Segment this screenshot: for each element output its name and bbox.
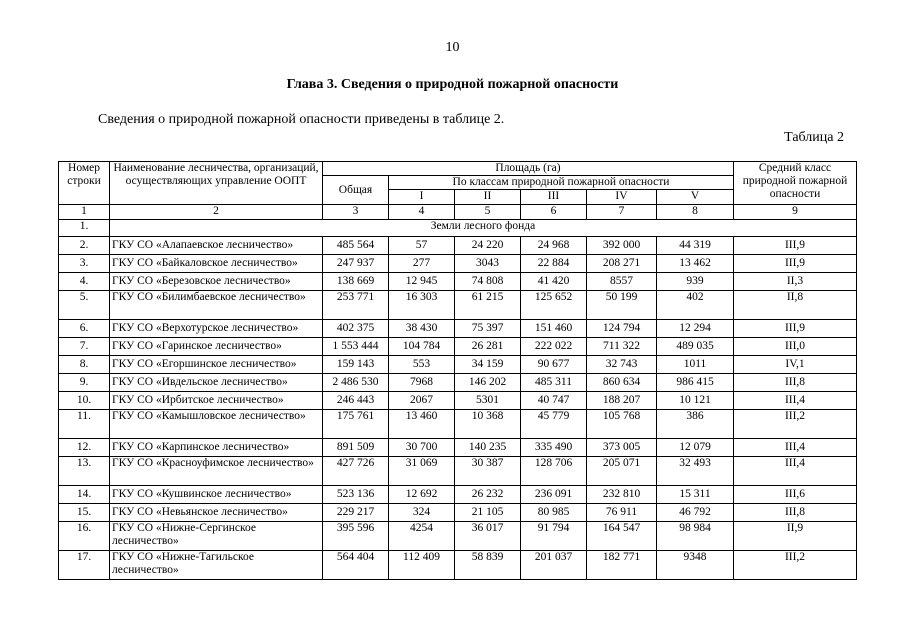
area-class-5: 46 792 — [657, 504, 734, 522]
area-class-3: 45 779 — [521, 410, 587, 439]
area-class-4: 205 071 — [587, 457, 657, 486]
table-header — [59, 162, 857, 205]
area-total: 427 726 — [323, 457, 389, 486]
table-row — [59, 237, 857, 255]
table-row — [59, 457, 857, 486]
column-number: 5 — [455, 205, 521, 220]
area-total: 246 443 — [323, 392, 389, 410]
row-number: 12. — [59, 439, 110, 457]
area-class-2: 34 159 — [455, 356, 521, 374]
avg-class: III,6 — [734, 486, 857, 504]
fire-danger-table — [58, 161, 857, 580]
area-class-3: 40 747 — [521, 392, 587, 410]
area-class-3: 201 037 — [521, 551, 587, 580]
area-class-1: 2067 — [389, 392, 455, 410]
area-total: 891 509 — [323, 439, 389, 457]
table-row — [59, 291, 857, 320]
area-class-5: 10 121 — [657, 392, 734, 410]
column-number: 2 — [110, 205, 323, 220]
area-class-5: 986 415 — [657, 374, 734, 392]
avg-class: II,3 — [734, 273, 857, 291]
area-total: 175 761 — [323, 410, 389, 439]
area-class-1: 112 409 — [389, 551, 455, 580]
table-caption: Таблица 2 — [784, 130, 844, 145]
row-number: 15. — [59, 504, 110, 522]
avg-class: II,9 — [734, 522, 857, 551]
area-class-4: 182 771 — [587, 551, 657, 580]
table-row — [59, 255, 857, 273]
area-class-2: 61 215 — [455, 291, 521, 320]
row-number: 6. — [59, 320, 110, 338]
row-number: 11. — [59, 410, 110, 439]
area-total: 1 553 444 — [323, 338, 389, 356]
area-class-5: 489 035 — [657, 338, 734, 356]
area-class-5: 1011 — [657, 356, 734, 374]
column-number: 4 — [389, 205, 455, 220]
area-class-3: 125 652 — [521, 291, 587, 320]
avg-class: III,0 — [734, 338, 857, 356]
forestry-name: ГКУ СО «Карпинское лесничество» — [110, 439, 323, 457]
table-row — [59, 410, 857, 439]
area-class-2: 24 220 — [455, 237, 521, 255]
area-class-3: 128 706 — [521, 457, 587, 486]
area-class-1: 12 692 — [389, 486, 455, 504]
area-class-2: 3043 — [455, 255, 521, 273]
area-total: 247 937 — [323, 255, 389, 273]
area-class-4: 124 794 — [587, 320, 657, 338]
forestry-name: ГКУ СО «Байкаловское лесничество» — [110, 255, 323, 273]
area-class-1: 16 303 — [389, 291, 455, 320]
forestry-name: ГКУ СО «Нижне-Тагильское лесничество» — [110, 551, 323, 580]
area-class-3: 24 968 — [521, 237, 587, 255]
header-area: Площадь (га) — [323, 162, 734, 176]
area-class-1: 104 784 — [389, 338, 455, 356]
area-total: 159 143 — [323, 356, 389, 374]
area-class-1: 57 — [389, 237, 455, 255]
table-row — [59, 392, 857, 410]
area-total: 253 771 — [323, 291, 389, 320]
forestry-name: ГКУ СО «Кушвинское лесничество» — [110, 486, 323, 504]
area-class-5: 939 — [657, 273, 734, 291]
area-class-1: 31 069 — [389, 457, 455, 486]
row-number: 3. — [59, 255, 110, 273]
avg-class: IV,1 — [734, 356, 857, 374]
area-class-4: 392 000 — [587, 237, 657, 255]
area-total: 564 404 — [323, 551, 389, 580]
forestry-name: ГКУ СО «Егоршинское лесничество» — [110, 356, 323, 374]
area-class-4: 208 271 — [587, 255, 657, 273]
area-class-3: 80 985 — [521, 504, 587, 522]
row-number: 13. — [59, 457, 110, 486]
area-total: 229 217 — [323, 504, 389, 522]
column-number: 7 — [587, 205, 657, 220]
area-class-1: 277 — [389, 255, 455, 273]
row-number: 10. — [59, 392, 110, 410]
area-class-4: 373 005 — [587, 439, 657, 457]
area-class-2: 36 017 — [455, 522, 521, 551]
avg-class: III,9 — [734, 255, 857, 273]
area-class-2: 140 235 — [455, 439, 521, 457]
column-number: 9 — [734, 205, 857, 220]
header-row-number: Номер строки — [59, 162, 110, 205]
area-class-2: 74 808 — [455, 273, 521, 291]
avg-class: III,2 — [734, 551, 857, 580]
table-row — [59, 551, 857, 580]
area-total: 523 136 — [323, 486, 389, 504]
area-class-2: 146 202 — [455, 374, 521, 392]
row-number: 7. — [59, 338, 110, 356]
area-class-5: 13 462 — [657, 255, 734, 273]
avg-class: III,8 — [734, 504, 857, 522]
area-class-3: 91 794 — [521, 522, 587, 551]
area-class-3: 151 460 — [521, 320, 587, 338]
avg-class: III,2 — [734, 410, 857, 439]
area-class-2: 58 839 — [455, 551, 521, 580]
area-class-5: 402 — [657, 291, 734, 320]
table-row — [59, 374, 857, 392]
area-class-1: 4254 — [389, 522, 455, 551]
area-total: 485 564 — [323, 237, 389, 255]
page-number: 10 — [445, 40, 460, 55]
area-class-4: 711 322 — [587, 338, 657, 356]
chapter-title: Глава 3. Сведения о природной пожарной опасности — [286, 77, 619, 92]
area-class-2: 10 368 — [455, 410, 521, 439]
forestry-name: ГКУ СО «Верхотурское лесничество» — [110, 320, 323, 338]
table-row — [59, 486, 857, 504]
area-class-3: 236 091 — [521, 486, 587, 504]
area-class-2: 26 281 — [455, 338, 521, 356]
forestry-name: ГКУ СО «Березовское лесничество» — [110, 273, 323, 291]
area-class-3: 335 490 — [521, 439, 587, 457]
avg-class: III,9 — [734, 320, 857, 338]
column-number: 1 — [59, 205, 110, 220]
area-class-3: 90 677 — [521, 356, 587, 374]
area-total: 138 669 — [323, 273, 389, 291]
avg-class: II,8 — [734, 291, 857, 320]
row-number: 17. — [59, 551, 110, 580]
area-class-5: 44 319 — [657, 237, 734, 255]
row-number: 9. — [59, 374, 110, 392]
intro-paragraph: Сведения о природной пожарной опасности приведены в таблице 2. — [98, 112, 505, 127]
area-class-4: 76 911 — [587, 504, 657, 522]
area-class-2: 75 397 — [455, 320, 521, 338]
area-class-5: 12 294 — [657, 320, 734, 338]
table-row — [59, 320, 857, 338]
area-class-4: 8557 — [587, 273, 657, 291]
area-class-4: 105 768 — [587, 410, 657, 439]
table-row — [59, 338, 857, 356]
avg-class: III,4 — [734, 392, 857, 410]
avg-class: III,4 — [734, 457, 857, 486]
row-number: 16. — [59, 522, 110, 551]
area-class-1: 13 460 — [389, 410, 455, 439]
area-class-2: 21 105 — [455, 504, 521, 522]
area-class-5: 12 079 — [657, 439, 734, 457]
forestry-name: ГКУ СО «Гаринское лесничество» — [110, 338, 323, 356]
forestry-name: ГКУ СО «Камышловское лесничество» — [110, 410, 323, 439]
area-class-3: 485 311 — [521, 374, 587, 392]
area-class-4: 188 207 — [587, 392, 657, 410]
area-class-4: 232 810 — [587, 486, 657, 504]
area-class-3: 222 022 — [521, 338, 587, 356]
area-class-1: 7968 — [389, 374, 455, 392]
area-class-5: 32 493 — [657, 457, 734, 486]
forestry-name: ГКУ СО «Ивдельское лесничество» — [110, 374, 323, 392]
forestry-name: ГКУ СО «Алапаевское лесничество» — [110, 237, 323, 255]
row-number: 2. — [59, 237, 110, 255]
header-class-2: II — [455, 190, 521, 205]
area-class-5: 9348 — [657, 551, 734, 580]
row-number: 5. — [59, 291, 110, 320]
section-number: 1. — [59, 220, 110, 237]
forestry-name: ГКУ СО «Невьянское лесничество» — [110, 504, 323, 522]
row-number: 4. — [59, 273, 110, 291]
avg-class: III,8 — [734, 374, 857, 392]
area-total: 402 375 — [323, 320, 389, 338]
area-class-4: 50 199 — [587, 291, 657, 320]
area-class-2: 26 232 — [455, 486, 521, 504]
area-class-3: 41 420 — [521, 273, 587, 291]
table-row — [59, 273, 857, 291]
header-total: Общая — [323, 176, 389, 205]
column-number: 8 — [657, 205, 734, 220]
column-number: 6 — [521, 205, 587, 220]
area-class-4: 164 547 — [587, 522, 657, 551]
avg-class: III,4 — [734, 439, 857, 457]
area-class-1: 324 — [389, 504, 455, 522]
area-class-1: 12 945 — [389, 273, 455, 291]
area-class-5: 15 311 — [657, 486, 734, 504]
header-name: Наименование лесничества, организаций, осуществляющих управление ООПТ — [110, 162, 323, 205]
header-class-5: V — [657, 190, 734, 205]
area-class-2: 5301 — [455, 392, 521, 410]
area-class-2: 30 387 — [455, 457, 521, 486]
table-row — [59, 504, 857, 522]
forestry-name: ГКУ СО «Нижне-Сергинское лесничество» — [110, 522, 323, 551]
row-number: 8. — [59, 356, 110, 374]
section-row — [59, 220, 857, 237]
area-total: 395 596 — [323, 522, 389, 551]
table-row — [59, 356, 857, 374]
area-class-4: 32 743 — [587, 356, 657, 374]
column-number: 3 — [323, 205, 389, 220]
header-avg-class: Средний класс природной пожарной опасности — [734, 162, 857, 205]
table-body — [59, 205, 857, 580]
section-title: Земли лесного фонда — [110, 220, 857, 237]
area-class-3: 22 884 — [521, 255, 587, 273]
area-class-1: 38 430 — [389, 320, 455, 338]
forestry-name: ГКУ СО «Ирбитское лесничество» — [110, 392, 323, 410]
forestry-name: ГКУ СО «Билимбаевское лесничество» — [110, 291, 323, 320]
area-class-5: 386 — [657, 410, 734, 439]
header-class-4: IV — [587, 190, 657, 205]
header-by-class: По классам природной пожарной опасности — [389, 176, 734, 190]
area-total: 2 486 530 — [323, 374, 389, 392]
column-number-row — [59, 205, 857, 220]
table-row — [59, 439, 857, 457]
avg-class: III,9 — [734, 237, 857, 255]
area-class-4: 860 634 — [587, 374, 657, 392]
area-class-5: 98 984 — [657, 522, 734, 551]
area-class-1: 553 — [389, 356, 455, 374]
table-row — [59, 522, 857, 551]
area-class-1: 30 700 — [389, 439, 455, 457]
header-class-1: I — [389, 190, 455, 205]
row-number: 14. — [59, 486, 110, 504]
header-class-3: III — [521, 190, 587, 205]
forestry-name: ГКУ СО «Красноуфимское лесничество» — [110, 457, 323, 486]
